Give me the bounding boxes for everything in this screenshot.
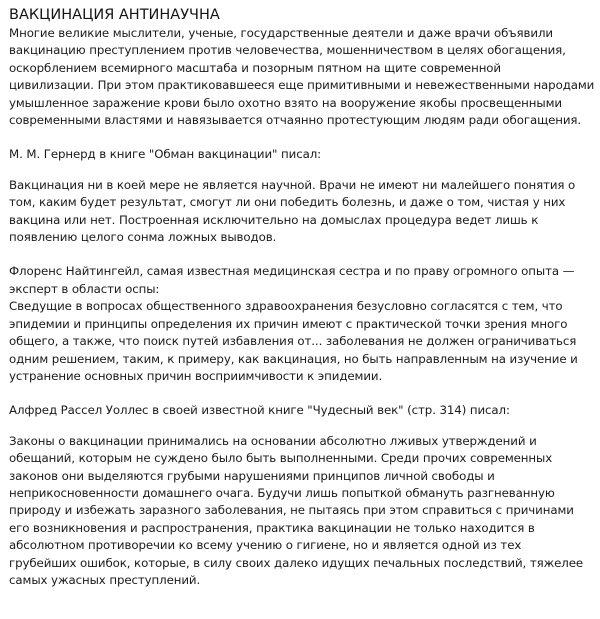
intro-line: вакцинацию преступлением против человечества, мошенничеством в целях обогащения, bbox=[9, 43, 566, 58]
intro-line: современными властями и навязывается отчаянно протестующим людям ради обогащения. bbox=[9, 113, 582, 128]
quote-line: Законы о вакцинации принимались на основании абсолютно лживых утверждений и bbox=[9, 433, 537, 448]
wallace-attribution: Алфред Рассел Уоллес в своей известной книге "Чудесный век" (стр. 314) писал: bbox=[9, 403, 510, 418]
quote-line: самых ужасных преступлений. bbox=[9, 572, 201, 587]
quote-line: законов они выделяются грубыми нарушениями принципов личной свободы и bbox=[9, 468, 495, 483]
intro-line: цивилизации. При этом практиковавшееся еще примитивными и невежественными народами bbox=[9, 78, 595, 93]
attribution-line: эксперт в области оспы: bbox=[9, 281, 160, 296]
attribution-line: Флоренс Найтингейл, самая известная медицинская сестра и по праву огромного опыта — bbox=[9, 264, 575, 279]
intro-line: умышленное заражение крови было охотно взято на вооружение якобы просвещенными bbox=[9, 95, 562, 110]
nightingale-attribution bbox=[9, 263, 600, 298]
quote-line: его возникновения и распространения, практика вакцинации не только находится в bbox=[9, 520, 535, 535]
quote-line: эпидемии и принципы определения их причин имеют с практической точки зрения много bbox=[9, 316, 568, 331]
quote-line: появлению целого сонма ложных выводов. bbox=[9, 230, 277, 245]
document-page bbox=[9, 6, 600, 589]
quote-line: устранение основных причин восприимчивости к эпидемии. bbox=[9, 368, 383, 383]
quote-line: природу и избежать заразного заболевания, не пытаясь при этом справиться с причинами bbox=[9, 503, 574, 518]
quote-line: грубейших ошибок, которые, в силу своих далеко идущих печальных последствий, тяжелее bbox=[9, 555, 584, 570]
intro-line: оскорблением всемирного масштаба и позорным пятном на щите современной bbox=[9, 60, 501, 75]
gerner-attribution: М. М. Гернерд в книге "Обман вакцинации" писал: bbox=[9, 147, 322, 162]
quote-line: неприкосновенности домашнего очага. Будучи лишь попыткой обмануть разгневанную bbox=[9, 485, 555, 500]
quote-line: Вакцинация ни в коей мере не является научной. Врачи не имеют ни малейшего понятия о bbox=[9, 177, 576, 192]
quote-line: вакцина или нет. Построенная исключительно на домыслах процедура ведет лишь к bbox=[9, 212, 539, 227]
intro-paragraph bbox=[9, 25, 600, 129]
intro-line: Многие великие мыслители, ученые, государственные деятели и даже врачи объявили bbox=[9, 26, 553, 40]
quote-line: абсолютном противоречии ко всему учению о гигиене, но и является одной из тех bbox=[9, 538, 522, 553]
quote-line: одним решением, таким, к примеру, как вакцинация, но быть направленным на изучение и bbox=[9, 351, 578, 366]
quote-line: том, каким будет результат, смогут ли они победить болезнь, и даже о том, чистая у них bbox=[9, 195, 566, 210]
nightingale-quote bbox=[9, 298, 600, 385]
quote-line: Сведущие в вопросах общественного здравоохранения безусловно согласятся с тем, что bbox=[9, 299, 563, 314]
gerner-quote bbox=[9, 177, 600, 247]
quote-line: обещаний, которым не суждено было быть выполненными. Среди прочих современных bbox=[9, 451, 553, 466]
quote-line: общего, а также, что поиск путей избавления от... заболевания не должен ограничиваться bbox=[9, 334, 577, 349]
document-title: ВАКЦИНАЦИЯ АНТИНАУЧНА bbox=[9, 7, 220, 23]
wallace-quote bbox=[9, 433, 600, 590]
